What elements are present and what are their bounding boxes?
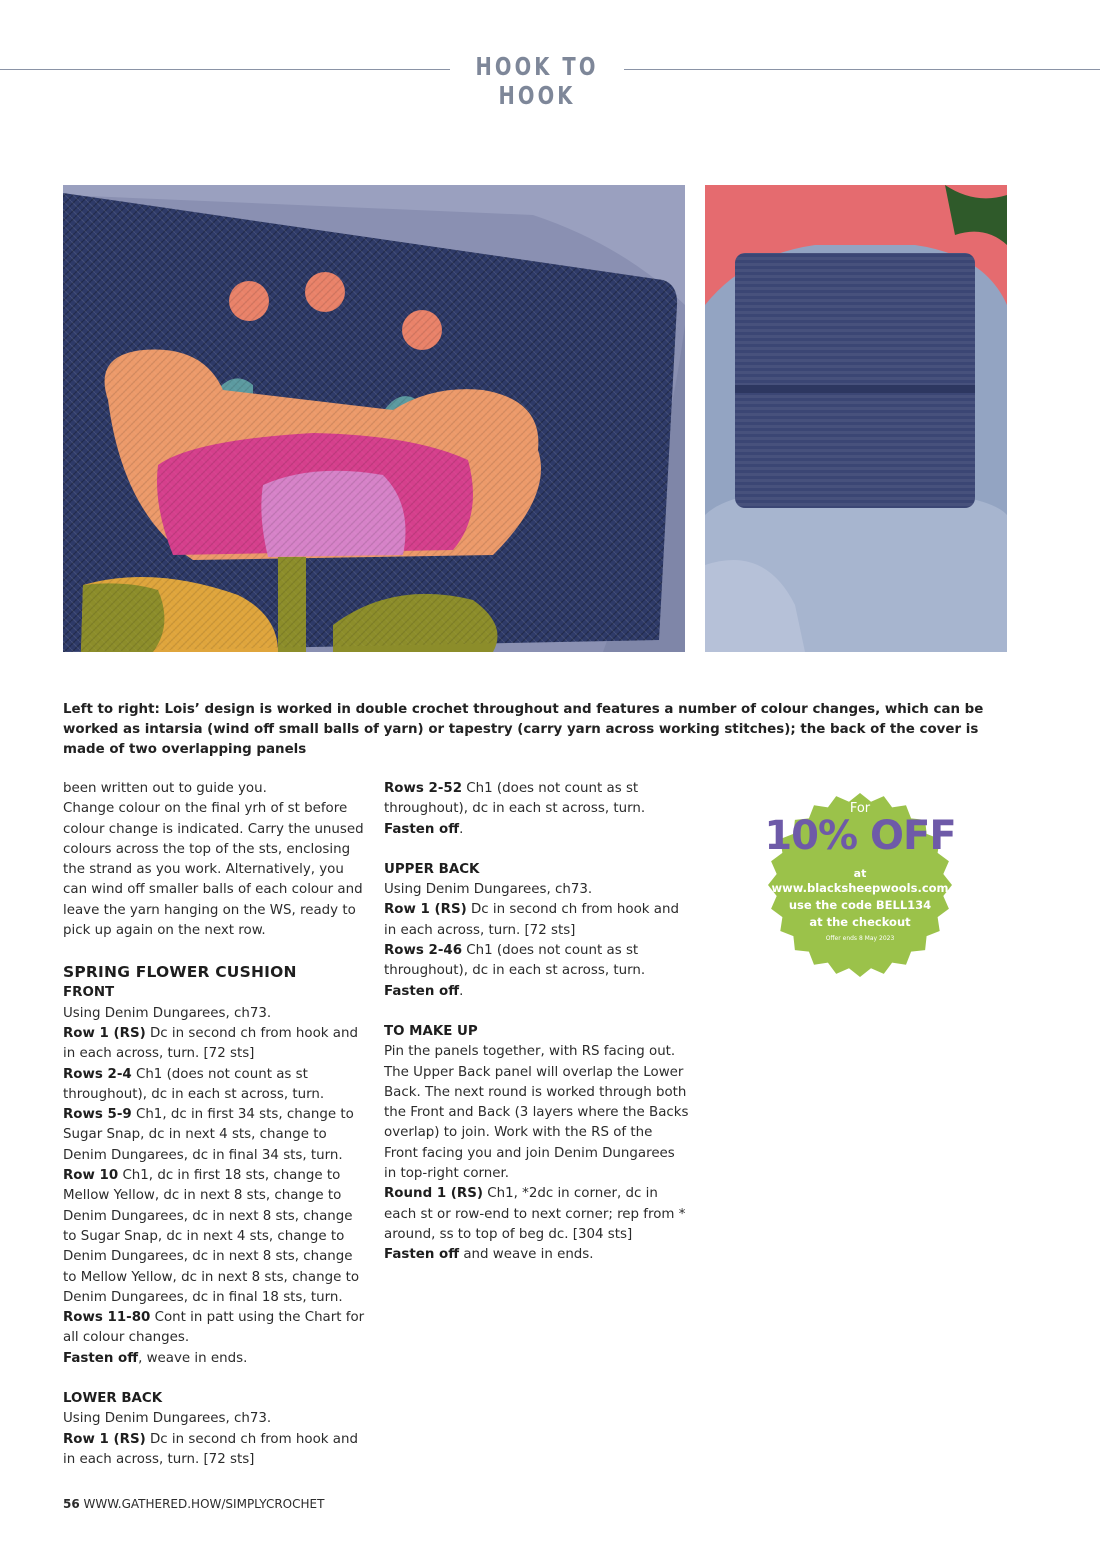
cushion-front-photo <box>63 185 685 652</box>
make-up-heading: TO MAKE UP <box>384 1023 478 1039</box>
badge-discount: 10% OFF <box>764 813 956 859</box>
discount-badge <box>760 785 960 985</box>
make-up-round-1: Round 1 (RS) Ch1, *2dc in corner, dc in each st or row-end to next corner; rep from * around, ss to top of beg dc. [304 sts] <box>384 1186 686 1242</box>
section-header <box>0 52 1100 110</box>
lower-back-fasten-off: Fasten off. <box>384 821 464 837</box>
lower-back-rows-2-52: Rows 2-52 Ch1 (does not count as st throughout), dc in each st across, turn. <box>384 781 646 817</box>
badge-for: For <box>849 801 871 816</box>
upper-back-row-1: Row 1 (RS) Dc in second ch from hook and in each across, turn. [72 sts] <box>384 902 679 938</box>
upper-back-using: Using Denim Dungarees, ch73. <box>384 882 593 898</box>
page-footer <box>63 1497 324 1511</box>
make-up-text: Pin the panels together, with RS facing out. The Upper Back panel will overlap the Lower Back. The next round is worked through both the Front and Back (3 layers where the Backs overlap) to join. Work with the RS of the Front facing you and join Denim Dungarees in top-right corner. <box>384 1044 689 1182</box>
front-fasten-off: Fasten off, weave in ends. <box>63 1350 248 1366</box>
make-up-fasten-off: Fasten off and weave in ends. <box>384 1247 594 1263</box>
cushion-back-photo <box>705 185 1007 652</box>
front-row-1: Row 1 (RS) Dc in second ch from hook and in each across, turn. [72 sts] <box>63 1025 358 1062</box>
front-heading: FRONT <box>63 985 115 1001</box>
pattern-heading: SPRING FLOWER CUSHION <box>63 963 297 982</box>
lower-back-heading: LOWER BACK <box>63 1391 163 1407</box>
intro-line: been written out to guide you. <box>63 781 267 796</box>
text-column-1 <box>63 779 368 1470</box>
footer-url: WWW.GATHERED.HOW/SIMPLYCROCHET <box>83 1497 325 1511</box>
photo-caption: Left to right: Lois’ design is worked in double crochet throughout and features a number of colour changes, which can be worked as intarsia (wind off small balls of yarn) or tapestry (carry yarn across working stitches); the back of the cover is made of two overlapping panels <box>63 702 984 757</box>
lower-back-using: Using Denim Dungarees, ch73. <box>63 1411 272 1427</box>
front-rows-11-80: Rows 11-80 Cont in patt using the Chart for all colour changes. <box>63 1310 365 1346</box>
upper-back-heading: UPPER BACK <box>384 861 480 877</box>
intro-paragraph: Change colour on the final yrh of st before colour change is indicated. Carry the unused colours across the top of the sts, enclosing the strand as you work. Alternatively, you can wind off smaller balls of each colour and leave the yarn hanging on the WS, ready to pick up again on the next row. <box>63 801 364 939</box>
section-title: HOOK TO HOOK <box>475 52 599 110</box>
lower-back-row-1: Row 1 (RS) Dc in second ch from hook and in each across, turn. [72 sts] <box>63 1431 358 1467</box>
badge-url: www.blacksheepwools.com <box>771 881 949 895</box>
front-rows-5-9: Rows 5-9 Ch1, dc in first 34 sts, change to Sugar Snap, dc in next 4 sts, change to Denim Dungarees, dc in final 34 sts, turn. <box>63 1107 354 1163</box>
upper-back-fasten-off: Fasten off. <box>384 983 464 999</box>
page-number: 56 <box>63 1497 80 1511</box>
badge-code: use the code BELL134 <box>788 898 932 912</box>
badge-offer-ends: Offer ends 8 May 2023 <box>825 935 895 942</box>
header-rule-right <box>624 69 1100 70</box>
badge-at: at <box>853 867 867 880</box>
text-column-2 <box>384 779 689 1266</box>
front-using: Using Denim Dungarees, ch73. <box>63 1005 272 1021</box>
front-rows-2-4: Rows 2-4 Ch1 (does not count as st throughout), dc in each st across, turn. <box>63 1066 325 1102</box>
header-rule-left <box>0 69 450 70</box>
front-row-10: Row 10 Ch1, dc in first 18 sts, change to Mellow Yellow, dc in next 8 sts, change to Denim Dungarees, dc in next 8 sts, change to Sugar Snap, dc in next 4 sts, change to Denim Dungarees, dc in next 8 sts, change to Mellow Yellow, dc in next 8 sts, change to Denim Dungarees, dc in final 18 sts, turn. <box>63 1168 360 1305</box>
badge-checkout: at the checkout <box>809 915 911 929</box>
upper-back-rows-2-46: Rows 2-46 Ch1 (does not count as st throughout), dc in each st across, turn. <box>384 943 646 979</box>
